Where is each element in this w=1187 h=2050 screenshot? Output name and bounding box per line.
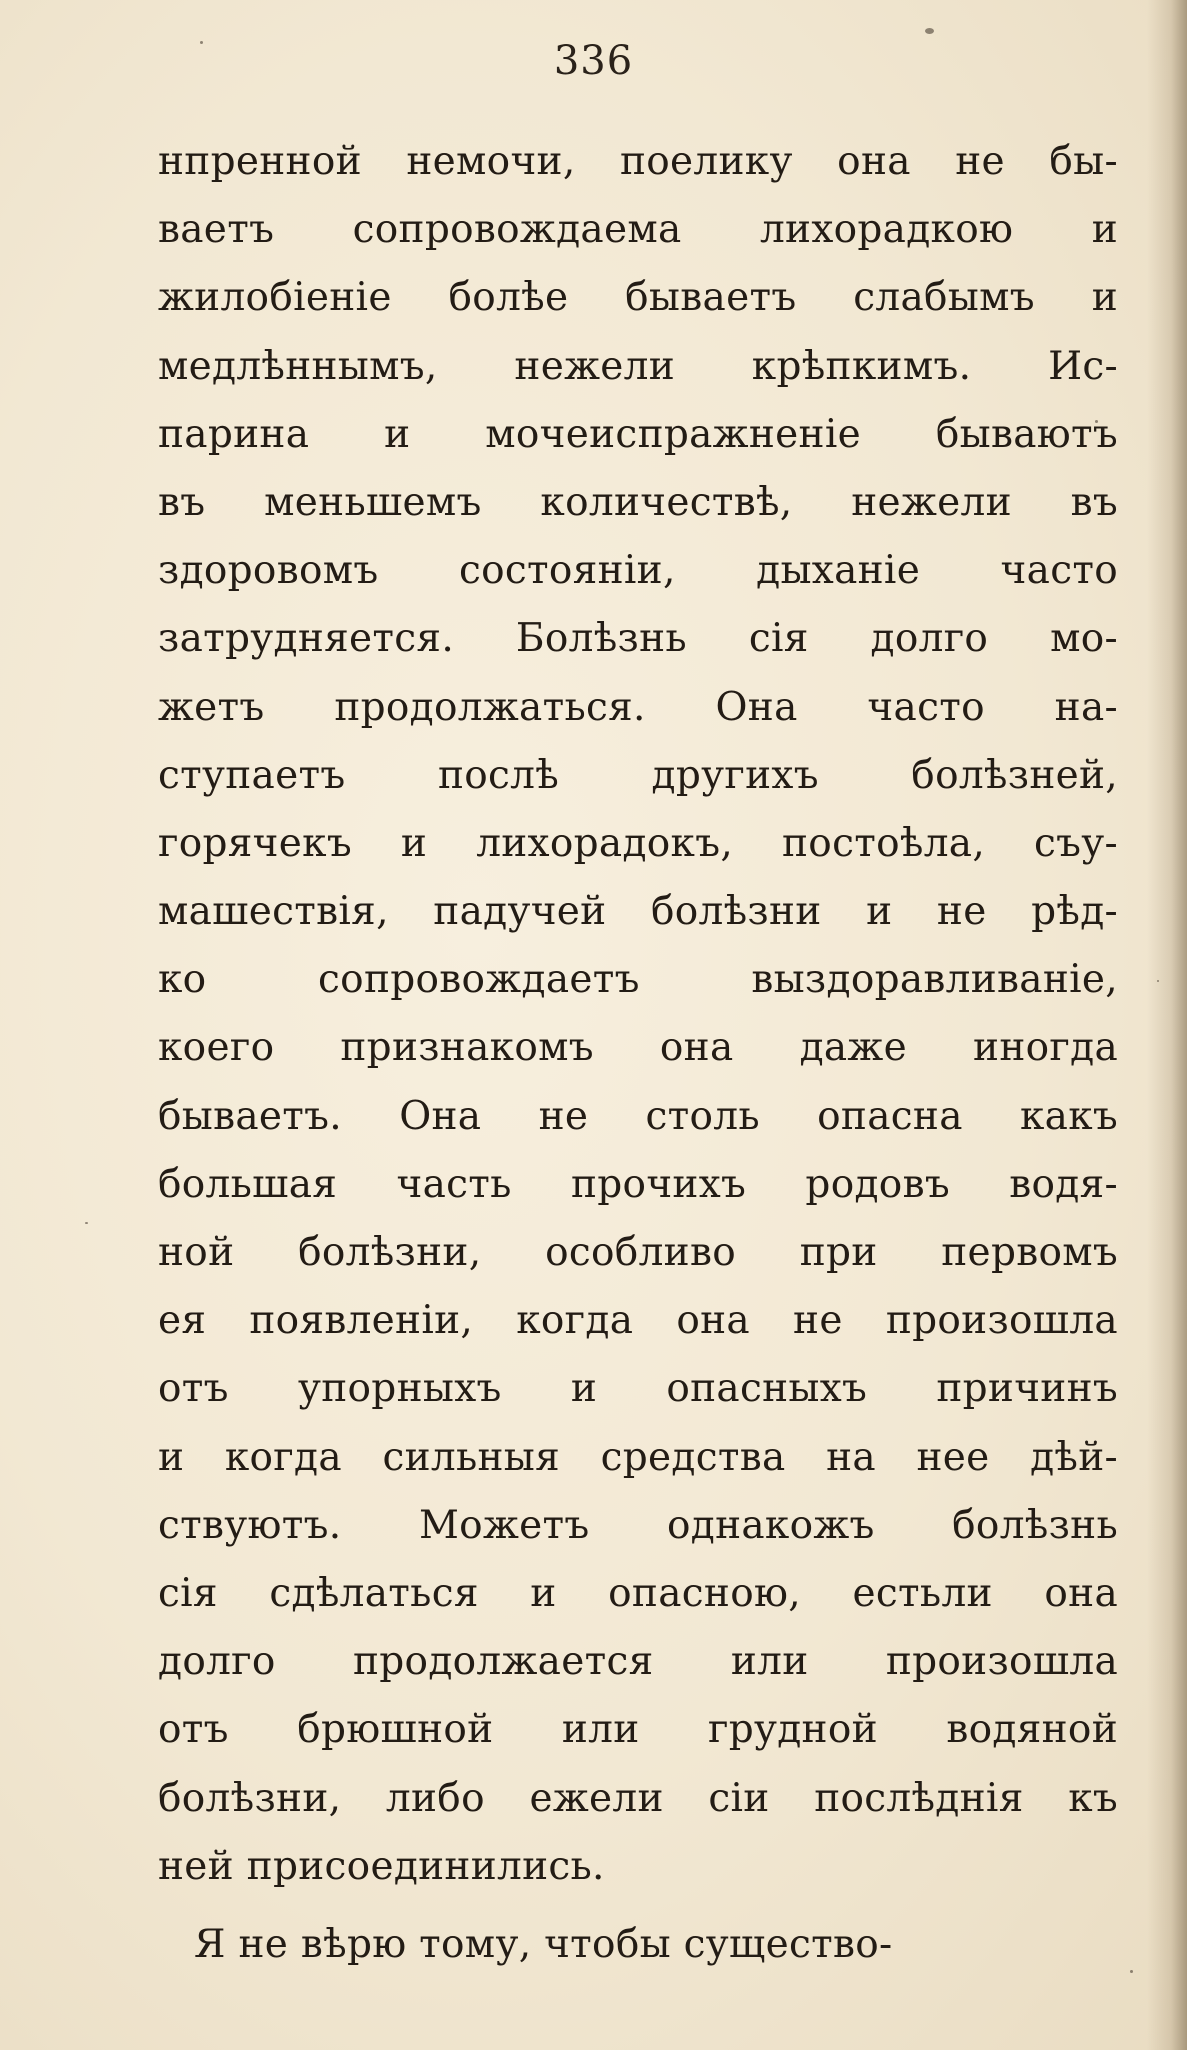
text-line: въ меньшемъ количествѣ, нежели въ (158, 479, 1118, 525)
text-line: отъ упорныхъ и опасныхъ причинъ (158, 1366, 1118, 1412)
text-line: болѣзни, либо ежели сіи послѣднія къ (158, 1775, 1118, 1821)
text-line: ствуютъ. Можетъ однакожъ болѣзнь (158, 1502, 1118, 1548)
text-line: Я не вѣрю тому, чтобы существо- (194, 1921, 893, 1967)
text-line: ея появленіи, когда она не произошла (158, 1298, 1118, 1344)
text-line: ваетъ сопровождаема лихорадкою и (158, 207, 1118, 253)
text-line: машествія, падучей болѣзни и не рѣд- (158, 889, 1118, 935)
text-line: долго продолжается или произошла (158, 1639, 1118, 1685)
text-line: коего признакомъ она даже иногда (158, 1025, 1118, 1071)
text-line: и когда сильныя средства на нее дѣй- (158, 1434, 1118, 1480)
text-line: горячекъ и лихорадокъ, постоѣла, съу- (158, 820, 1118, 866)
text-line: отъ брюшной или грудной водяной (158, 1707, 1118, 1753)
ink-speck (1130, 1970, 1133, 1973)
text-line: сія сдѣлаться и опасною, естьли она (158, 1570, 1118, 1616)
ink-speck (925, 28, 934, 34)
text-line: большая часть прочихъ родовъ водя- (158, 1161, 1118, 1207)
text-line: ней присоединились. (158, 1843, 605, 1889)
text-line: ступаетъ послѣ другихъ болѣзней, (158, 752, 1118, 798)
text-line: жетъ продолжаться. Она часто на- (158, 684, 1118, 730)
text-line: нпренной немочи, поелику она не бы- (158, 139, 1118, 184)
text-line: здоровомъ состояніи, дыханіе часто (158, 548, 1118, 594)
text-line: жилобіеніе болѣе бываетъ слабымъ и (158, 275, 1118, 321)
ink-speck (85, 1222, 88, 1224)
text-line: парина и мочеиспражненіе бываютъ (158, 411, 1118, 457)
text-line: медлѣннымъ, нежели крѣпкимъ. Ис- (158, 343, 1118, 389)
text-line: затрудняется. Болѣзнь сія долго мо- (158, 616, 1118, 662)
ink-speck (1157, 980, 1159, 982)
text-line: бываетъ. Она не столь опасна какъ (158, 1093, 1118, 1139)
body-text (158, 128, 1118, 1979)
page-edge-shadow (1147, 0, 1187, 2050)
text-line: ко сопровождаетъ выздоравливаніе, (158, 957, 1118, 1003)
page-number: 336 (553, 38, 634, 84)
text-line: ной болѣзни, особливо при первомъ (158, 1230, 1118, 1275)
